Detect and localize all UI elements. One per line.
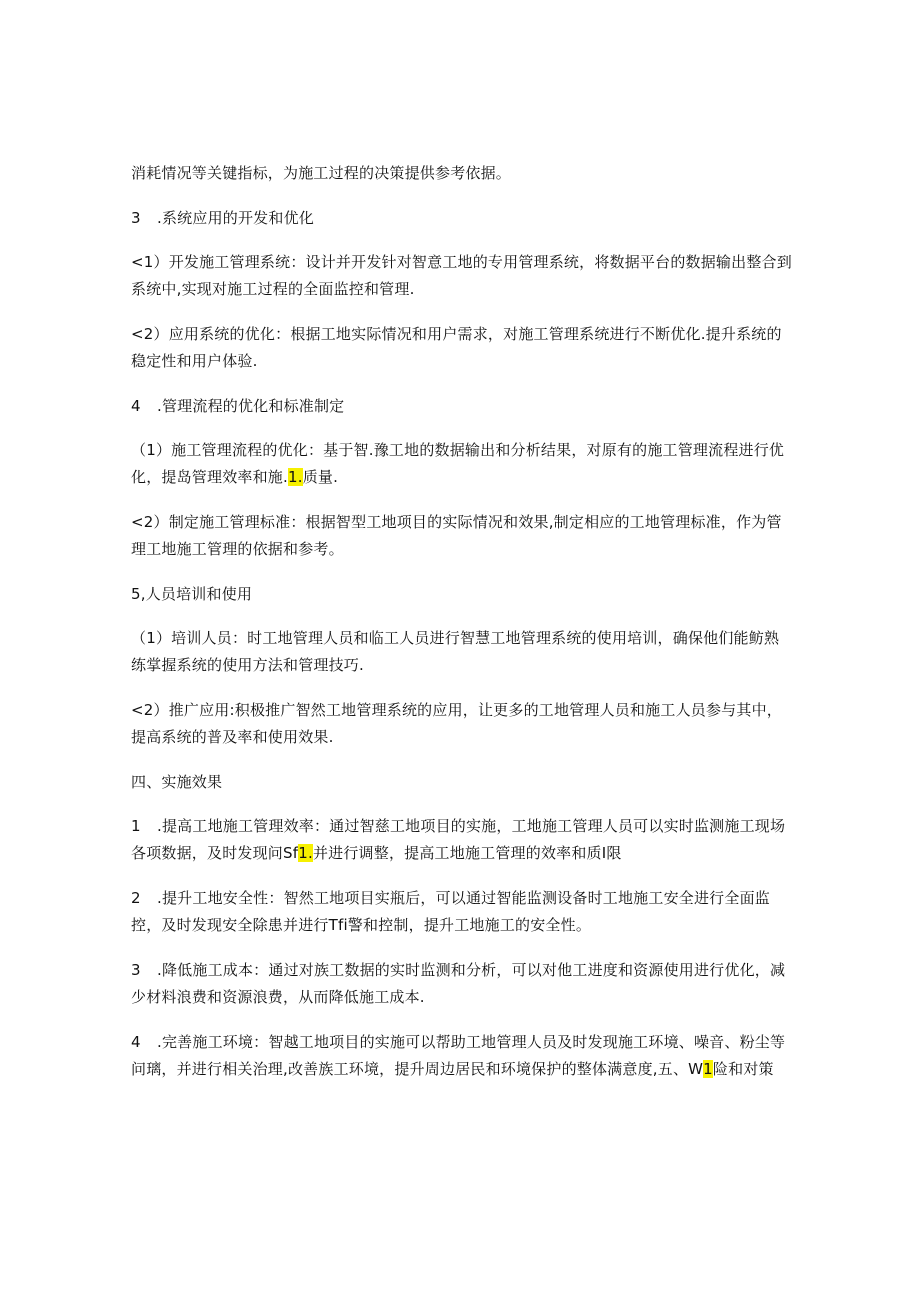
highlighted-text: 1.	[298, 844, 313, 862]
section-heading-text: .系统应用的开发和优化	[157, 209, 314, 227]
paragraph-text: 并进行调整，提高工地施工管理的效率和质I限	[312, 844, 622, 862]
item-number: 4	[131, 1033, 141, 1051]
paragraph-p1	[131, 160, 793, 187]
paragraph-p3	[131, 249, 793, 303]
paragraph-text: .提高工地施工管理效率：通过智慈工地项目的实施，工地施工管理人员可以实时监测施工现场各项数据，及时发现问Sf	[131, 817, 786, 862]
document-body	[131, 160, 793, 1101]
chapter-heading	[131, 769, 793, 796]
paragraph-text: <2）应用系统的优化：根据工地实际情况和用户需求，对施工管理系统进行不断优化.提升系统的稳定性和用户体验.	[131, 325, 782, 370]
paragraph-p10	[131, 697, 793, 751]
section-heading-text: 5,人员培训和使用	[131, 585, 253, 603]
paragraph-p9	[131, 625, 793, 679]
section-heading-text: .管理流程的优化和标准制定	[157, 397, 345, 415]
chapter-heading-text: 四、实施效果	[131, 773, 223, 791]
section-heading-5	[131, 581, 793, 608]
paragraph-p7	[131, 509, 793, 563]
section-number: 3	[131, 209, 141, 227]
paragraph-text: <2）制定施工管理标准：根据智型工地项目的实际情况和效果,制定相应的工地管理标准，作为管理工地施工管理的依据和参考。	[131, 513, 782, 558]
item-number: 3	[131, 961, 141, 979]
paragraph-text: 消耗情况等关键指标，为施工过程的决策提供参考依据。	[131, 164, 512, 182]
section-heading-3	[131, 205, 793, 232]
paragraph-p15	[131, 1029, 793, 1083]
paragraph-p12	[131, 813, 793, 867]
paragraph-text: 质量.	[302, 468, 339, 486]
paragraph-text: <2）推广应用:积极推广智然工地管理系统的应用，让更多的工地管理人员和施工人员参与其中，提高系统的普及率和使用效果.	[131, 701, 782, 746]
paragraph-text: （1）培训人员：时工地管理人员和临工人员进行智慧工地管理系统的使用培训，确保他们能鲂熟练掌握系统的使用方法和管理技巧.	[131, 629, 780, 674]
paragraph-text: （1）施工管理流程的优化：基于智.豫工地的数据输出和分析结果，对原有的施工管理流程进行优化，提岛管理效率和施.	[131, 441, 785, 486]
paragraph-p6	[131, 437, 793, 491]
item-number: 2	[131, 889, 141, 907]
highlighted-text: 1.	[287, 468, 303, 486]
section-number: 4	[131, 397, 141, 415]
section-heading-4	[131, 393, 793, 420]
item-number: 1	[131, 817, 141, 835]
paragraph-p13	[131, 885, 793, 939]
paragraph-text: .降低施工成本：通过对族工数据的实时监测和分析，可以对他工进度和资源使用进行优化，减少材料浪费和资源浪费，从而降低施工成本.	[131, 961, 786, 1006]
paragraph-text: <1）开发施工管理系统：设计并开发针对智意工地的专用管理系统，将数据平台的数据输出整合到系统中,实现对施工过程的全面监控和管理.	[131, 253, 792, 298]
paragraph-p14	[131, 957, 793, 1011]
highlighted-text: 1	[703, 1060, 713, 1078]
paragraph-text: .提升工地安全性：智然工地项目实瓶后，可以通过智能监测设备时工地施工安全进行全面监控，及时发现安全除患并进行Tfi警和控制，提升工地施工的安全性。	[131, 889, 770, 934]
paragraph-p4	[131, 321, 793, 375]
paragraph-text: .完善施工环境：智越工地项目的实施可以帮助工地管理人员及时发现施工环境、噪音、粉尘等问璃，并进行相关治理,改善族工环境，提升周边居民和环境保护的整体满意度,五、W	[131, 1033, 786, 1078]
paragraph-text: 险和对策	[712, 1060, 774, 1078]
